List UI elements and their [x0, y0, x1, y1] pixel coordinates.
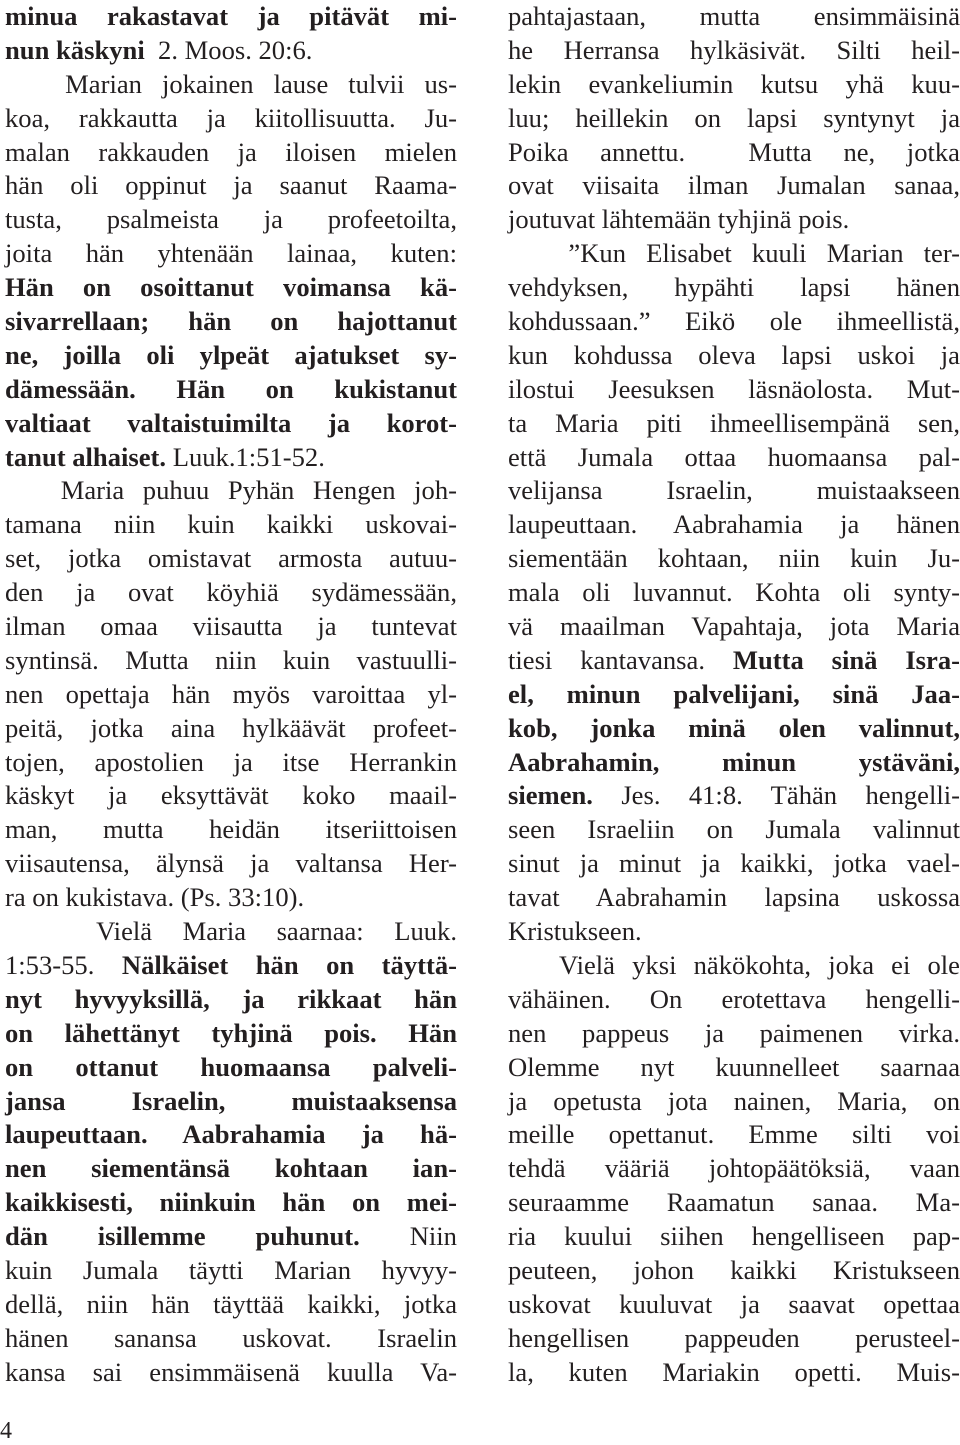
- text-line: [5, 474, 457, 508]
- text-run: vä maailman Vapahtaja, jota Maria: [508, 611, 960, 642]
- text-line: [508, 237, 960, 271]
- text-run: hänen sanansa uskovat. Israelin: [5, 1322, 457, 1353]
- text-line: [508, 1017, 960, 1051]
- text-line: [5, 1220, 457, 1254]
- text-line: [508, 983, 960, 1017]
- text-line: [5, 339, 457, 373]
- text-run: meille opettanut. Emme silti voi: [508, 1119, 960, 1150]
- text-line: [508, 508, 960, 542]
- text-run: tojen, apostolien ja itse Herrankin: [5, 746, 457, 777]
- text-line: [508, 915, 960, 949]
- text-run: Vielä Maria saarnaa: Luuk.: [5, 916, 457, 947]
- text-line: [508, 644, 960, 678]
- bold-text-run: jansa Israelin, muistaaksensa: [5, 1085, 457, 1116]
- text-run: siementään kohtaan, niin kuin Ju-: [508, 543, 960, 574]
- text-run: dellä, niin hän täyttää kaikki, jotka: [5, 1288, 457, 1319]
- text-line: [508, 203, 960, 237]
- text-line: [508, 1051, 960, 1085]
- text-run: laupeuttaan. Aabrahamia ja hänen: [508, 509, 960, 540]
- text-line: [508, 474, 960, 508]
- text-line: [508, 169, 960, 203]
- text-line: [508, 407, 960, 441]
- text-line: [508, 136, 960, 170]
- right-text-column: [508, 0, 960, 1390]
- text-run: Maria puhuu Pyhän Hengen joh-: [5, 475, 457, 506]
- text-line: [508, 1152, 960, 1186]
- text-line: [5, 915, 457, 949]
- text-run: man, mutta heidän itseriittoisen: [5, 814, 457, 845]
- text-line: [5, 237, 457, 271]
- text-line: [508, 0, 960, 34]
- text-line: [5, 881, 457, 915]
- text-run: ja opetusta jota nainen, Maria, on: [508, 1085, 960, 1116]
- bold-text-run: tanut alhaiset.: [5, 441, 167, 472]
- bold-text-run: on lähettänyt tyhjinä pois. Hän: [5, 1017, 457, 1048]
- text-run: tamana niin kuin kaikki uskovai-: [5, 509, 457, 540]
- bold-text-run: nen siementänsä kohtaan ian-: [5, 1153, 457, 1184]
- text-run: vähäinen. On erotettava hengelli-: [508, 983, 960, 1014]
- text-run: ilostui Jeesuksen läsnäolosta. Mut-: [508, 373, 960, 404]
- text-run: velijansa Israelin, muistaakseen: [508, 475, 960, 506]
- text-line: [5, 1152, 457, 1186]
- text-run: joutuvat lähtemään tyhjinä pois.: [508, 204, 850, 235]
- text-run: peuteen, johon kaikki Kristukseen: [508, 1254, 960, 1285]
- text-line: [5, 746, 457, 780]
- bold-text-run: siemen.: [508, 780, 593, 811]
- text-line: [508, 881, 960, 915]
- text-run: nen opettaja hän myös varoittaa yl-: [5, 678, 457, 709]
- text-run: että Jumala ottaa huomaansa pal-: [508, 441, 960, 472]
- text-line: [508, 1254, 960, 1288]
- text-run: viisautensa, älynsä ja valtansa Her-: [5, 848, 457, 879]
- bold-text-run: ne, joilla oli ylpeät ajatukset sy-: [5, 339, 457, 370]
- bold-text-run: kob, jonka minä olen valinnut,: [508, 712, 960, 743]
- bold-text-run: nyt hyvyyksillä, ja rikkaat hän: [5, 983, 457, 1014]
- text-line: [508, 68, 960, 102]
- text-line: [508, 678, 960, 712]
- text-line: [5, 508, 457, 542]
- text-line: [5, 644, 457, 678]
- bold-text-run: Aabrahamin, minun ystäväni,: [508, 746, 960, 777]
- text-run: he Herransa hylkäsivät. Silti heil-: [508, 34, 960, 65]
- text-line: [5, 305, 457, 339]
- text-run: Marian jokainen lause tulvii us-: [5, 68, 457, 99]
- text-run: ra on kukistava. (Ps. 33:10).: [5, 882, 305, 913]
- text-line: [508, 102, 960, 136]
- text-line: [5, 441, 457, 475]
- text-line: [5, 34, 457, 68]
- text-line: [508, 1288, 960, 1322]
- text-run: uskovat kuuluvat ja saavat opettaa: [508, 1288, 960, 1319]
- text-run: kansa sai ensimmäisenä kuulla Va-: [5, 1356, 457, 1387]
- text-run: lekin evankeliumin kutsu yhä kuu-: [508, 68, 960, 99]
- text-line: [508, 712, 960, 746]
- text-run: Luuk.1:51-52.: [166, 441, 325, 472]
- text-run: nen pappeus ja paimenen virka.: [508, 1017, 960, 1048]
- bold-text-run: dän isillemme puhunut.: [5, 1221, 360, 1252]
- text-run: Niin: [359, 1221, 457, 1252]
- text-run: luu; heillekin on lapsi syntynyt ja: [508, 102, 960, 133]
- bold-text-run: Nälkäiset hän on täyttä-: [121, 949, 457, 980]
- text-run: ”Kun Elisabet kuuli Marian ter-: [508, 238, 960, 269]
- text-line: [508, 305, 960, 339]
- text-line: [5, 1118, 457, 1152]
- text-line: [5, 813, 457, 847]
- bold-text-run: kaikkisesti, niinkuin hän on mei-: [5, 1187, 457, 1218]
- text-line: [508, 542, 960, 576]
- text-line: [5, 1051, 457, 1085]
- text-run: 2. Moos. 20:6.: [144, 34, 313, 65]
- left-text-column: [5, 0, 457, 1390]
- text-line: [508, 441, 960, 475]
- text-run: set, jotka omistavat armosta autuu-: [5, 543, 457, 574]
- text-line: [5, 542, 457, 576]
- text-line: [508, 271, 960, 305]
- bold-text-run: Mutta sinä Isra-: [732, 644, 960, 675]
- text-run: Olemme nyt kuunnelleet saarnaa: [508, 1051, 960, 1082]
- text-run: peitä, jotka aina hylkäävät profeet-: [5, 712, 457, 743]
- text-line: [5, 678, 457, 712]
- text-run: vehdyksen, hypähti lapsi hänen: [508, 272, 960, 303]
- text-line: [5, 68, 457, 102]
- text-line: [5, 203, 457, 237]
- text-run: kohdussaan.” Eikö ole ihmeellistä,: [508, 306, 960, 337]
- text-line: [508, 1085, 960, 1119]
- text-line: [508, 1186, 960, 1220]
- text-run: Jes. 41:8. Tähän hengelli-: [592, 780, 960, 811]
- text-line: [5, 407, 457, 441]
- text-line: [5, 1356, 457, 1390]
- text-line: [5, 610, 457, 644]
- text-line: [5, 0, 457, 34]
- text-line: [5, 779, 457, 813]
- text-line: [508, 949, 960, 983]
- text-run: malan rakkauden ja iloisen mielen: [5, 136, 457, 167]
- text-line: [508, 813, 960, 847]
- text-line: [508, 1118, 960, 1152]
- text-line: [5, 1288, 457, 1322]
- text-run: syntinsä. Mutta niin kuin vastuulli-: [5, 644, 457, 675]
- text-line: [508, 34, 960, 68]
- bold-text-run: on ottanut huomaansa palveli-: [5, 1051, 457, 1082]
- page-number: 4: [0, 1418, 12, 1444]
- text-line: [5, 1085, 457, 1119]
- text-run: hän oli oppinut ja saanut Raama-: [5, 170, 457, 201]
- text-line: [508, 746, 960, 780]
- text-run: Vielä yksi näkökohta, joka ei ole: [508, 949, 960, 980]
- text-run: ovat viisaita ilman Jumalan sanaa,: [508, 170, 960, 201]
- text-line: [508, 1356, 960, 1390]
- text-line: [5, 1017, 457, 1051]
- text-run: joita hän yhtenään lainaa, kuten:: [5, 238, 457, 269]
- text-run: koa, rakkautta ja kiitollisuutta. Ju-: [5, 102, 457, 133]
- bold-text-run: laupeuttaan. Aabrahamia ja hä-: [5, 1119, 457, 1150]
- text-line: [5, 712, 457, 746]
- text-run: la, kuten Mariakin opetti. Muis-: [508, 1356, 960, 1387]
- text-line: [508, 373, 960, 407]
- bold-text-run: Hän on osoittanut voimansa kä-: [5, 272, 457, 303]
- text-run: 1:53-55.: [5, 949, 122, 980]
- bold-text-run: valtiaat valtaistuimilta ja korot-: [5, 407, 457, 438]
- text-line: [5, 271, 457, 305]
- text-line: [508, 339, 960, 373]
- text-line: [5, 1322, 457, 1356]
- text-line: [5, 1254, 457, 1288]
- text-line: [508, 779, 960, 813]
- bold-text-run: minua rakastavat ja pitävät mi-: [5, 1, 457, 31]
- text-line: [508, 847, 960, 881]
- text-run: tusta, psalmeista ja profeetoilta,: [5, 204, 457, 235]
- text-run: pahtajastaan, mutta ensimmäisinä: [508, 1, 960, 31]
- text-run: ria kuului siihen hengelliseen pap-: [508, 1221, 960, 1252]
- text-run: kun kohdussa oleva lapsi uskoi ja: [508, 339, 960, 370]
- text-run: tiesi kantavansa.: [508, 644, 733, 675]
- text-run: hengellisen pappeuden perusteel-: [508, 1322, 960, 1353]
- text-line: [5, 983, 457, 1017]
- text-run: Poika annettu. Mutta ne, jotka: [508, 136, 960, 167]
- text-run: käskyt ja eksyttävät koko maail-: [5, 780, 457, 811]
- text-run: seuraamme Raamatun sanaa. Ma-: [508, 1187, 960, 1218]
- text-line: [508, 610, 960, 644]
- text-line: [5, 576, 457, 610]
- text-line: [5, 102, 457, 136]
- bold-text-run: el, minun palvelijani, sinä Jaa-: [508, 678, 960, 709]
- text-run: ilman omaa viisautta ja tuntevat: [5, 611, 457, 642]
- text-line: [5, 1186, 457, 1220]
- text-line: [508, 576, 960, 610]
- text-run: seen Israeliin on Jumala valinnut: [508, 814, 960, 845]
- text-line: [5, 169, 457, 203]
- bold-text-run: dämessään. Hän on kukistanut: [5, 373, 457, 404]
- text-run: mala oli luvannut. Kohta oli synty-: [508, 577, 960, 608]
- text-line: [508, 1322, 960, 1356]
- text-run: den ja ovat köyhiä sydämessään,: [5, 577, 457, 608]
- text-line: [5, 136, 457, 170]
- text-run: tehdä vääriä johtopäätöksiä, vaan: [508, 1153, 960, 1184]
- text-run: tavat Aabrahamin lapsina uskossa: [508, 882, 960, 913]
- text-run: sinut ja minut ja kaikki, jotka vael-: [508, 848, 960, 879]
- bold-text-run: nun käskyni: [5, 34, 145, 65]
- text-line: [5, 373, 457, 407]
- text-run: Kristukseen.: [508, 916, 642, 947]
- text-line: [5, 847, 457, 881]
- text-line: [508, 1220, 960, 1254]
- text-run: ta Maria piti ihmeellisempänä sen,: [508, 407, 960, 438]
- text-run: kuin Jumala täytti Marian hyvyy-: [5, 1254, 457, 1285]
- bold-text-run: sivarrellaan; hän on hajottanut: [5, 306, 457, 337]
- text-line: [5, 949, 457, 983]
